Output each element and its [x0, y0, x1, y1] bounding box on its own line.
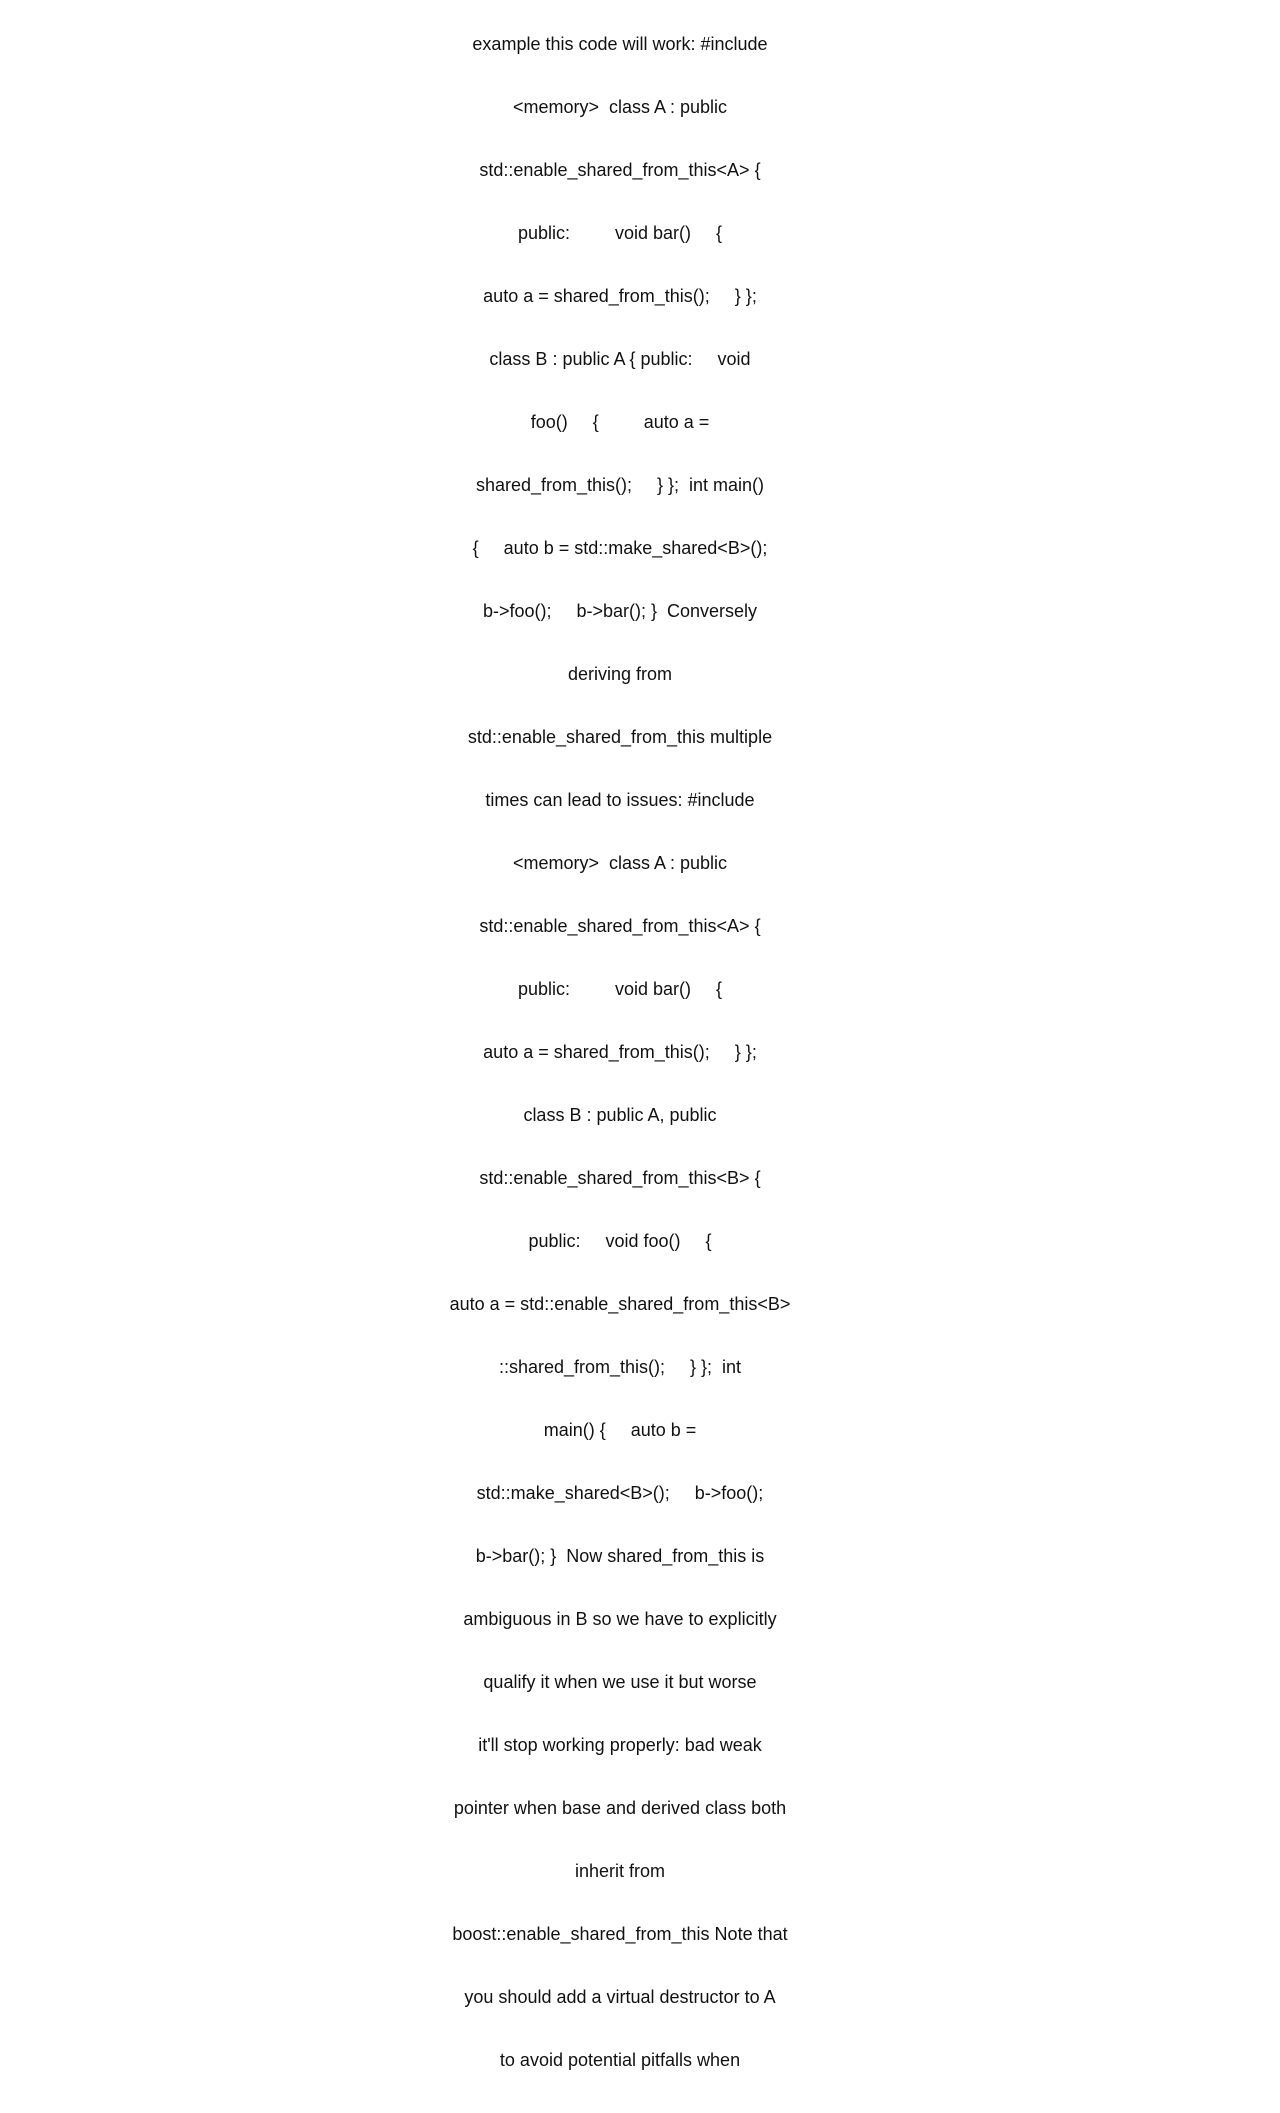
text-line: to avoid potential pitfalls when [499, 2050, 741, 2070]
text-line: public: void foo() { [528, 1231, 712, 1251]
text-line: <memory> class A : public [512, 853, 728, 873]
text-line: it'll stop working properly: bad weak [478, 1735, 762, 1755]
text-line: public: void bar() { [517, 979, 723, 999]
text-line: { auto b = std::make_shared<B>(); [472, 538, 768, 558]
text-line: example this code will work: #include [472, 34, 768, 54]
text-line: b->foo(); b->bar(); } Conversely [482, 601, 758, 621]
text-line: ::shared_from_this(); } }; int [498, 1357, 742, 1377]
text-line: class B : public A { public: void [489, 349, 751, 369]
text-line: class B : public A, public [523, 1105, 717, 1125]
text-line: public: void bar() { [517, 223, 723, 243]
text-line: pointer when base and derived class both [453, 1798, 787, 1818]
text-line: auto a = shared_from_this(); } }; [483, 1042, 757, 1062]
text-line: boost::enable_shared_from_this Note that [452, 1924, 788, 1944]
text-line: main() { auto b = [543, 1420, 697, 1440]
text-line: you should add a virtual destructor to A [464, 1987, 776, 2007]
text-line: inherit from [574, 1861, 666, 1881]
text-line: deriving from [567, 664, 673, 684]
text-line: auto a = std::enable_shared_from_this<B> [449, 1294, 791, 1314]
text-line: <memory> class A : public [512, 97, 728, 117]
text-line: auto a = shared_from_this(); } }; [483, 286, 757, 306]
text-line: b->bar(); } Now shared_from_this is [475, 1546, 765, 1566]
text-line: std::make_shared<B>(); b->foo(); [476, 1483, 764, 1503]
text-line: std::enable_shared_from_this<A> { [479, 160, 761, 180]
text-line: ambiguous in B so we have to explicitly [463, 1609, 777, 1629]
text-line: std::enable_shared_from_this<A> { [479, 916, 761, 936]
article-text [440, 0, 800, 2113]
text-line: std::enable_shared_from_this<B> { [479, 1168, 761, 1188]
text-line: std::enable_shared_from_this multiple [467, 727, 773, 747]
text-line: qualify it when we use it but worse [483, 1672, 757, 1692]
text-line: shared_from_this(); } }; int main() [475, 475, 765, 495]
text-line: foo() { auto a = [530, 412, 710, 432]
text-line: times can lead to issues: #include [485, 790, 755, 810]
